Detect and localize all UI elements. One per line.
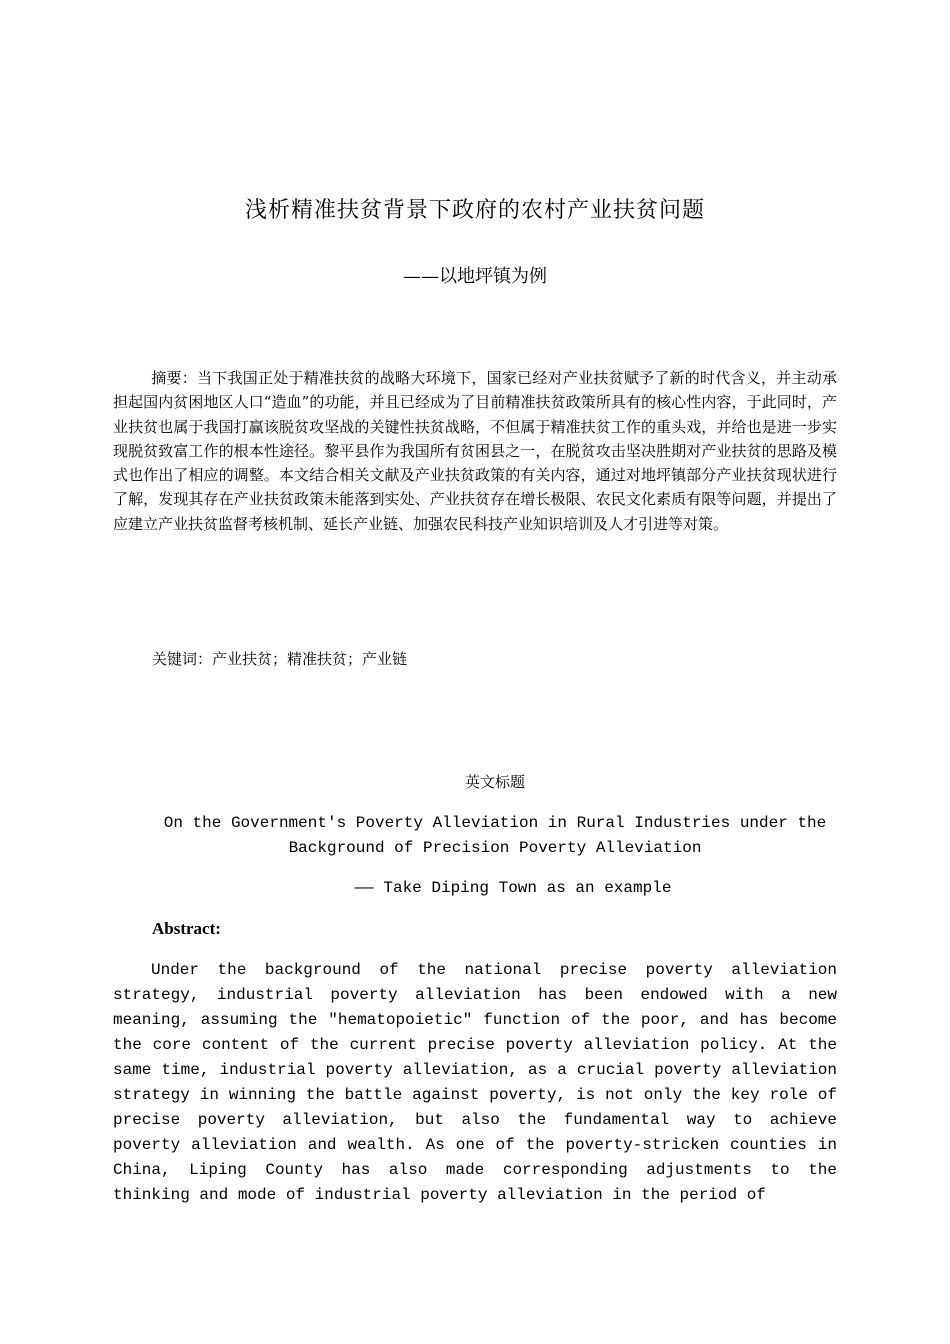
document-title-cn: 浅析精准扶贫背景下政府的农村产业扶贫问题 [244, 198, 705, 223]
abstract-en-paragraph: Under the background of the national precise poverty alleviation strategy, industrial poverty alleviation has been endowed with a new meaning, assuming the "hematopoietic" function of the poor, and has become the core content of the current precise poverty alleviation policy. At the same time, industrial poverty alleviation, as a crucial poverty alleviation strategy in winning the battle against poverty, is not only the key role of precise poverty alleviation, but also the fundamental way to achieve poverty alleviation and wealth. As one of the poverty-stricken counties in China, Liping County has also made corresponding adjustments to the thinking and mode of industrial poverty alleviation in the period of [113, 961, 837, 1204]
abstract-cn-paragraph [113, 366, 837, 536]
keywords-label: 关键词： [152, 650, 213, 668]
english-title-label: 英文标题 [464, 773, 525, 791]
document-subtitle-en: —— Take Diping Town as an example [354, 879, 672, 897]
abstract-cn-text: 摘要：当下我国正处于精准扶贫的战略大环境下，国家已经对产业扶贫赋予了新的时代含义，并主动承担起国内贫困地区人口“造血”的功能，并且已经成为了目前精准扶贫政策所具有的核心性内容，于此同时，产业扶贫也属于我国打赢该脱贫攻坚战的关键性扶贫战略，不但属于精准扶贫工作的重头戏，并给也是进一步实现脱贫致富工作的根本性途径。黎平县作为我国所有贫困县之一，在脱贫攻击坚决胜期对产业扶贫的思路及模式也作出了相应的调整。本文结合相关文献及产业扶贫政策的有关内容，通过对地坪镇部分产业扶贫现状进行了解，发现其存在产业扶贫政策未能落到实处、产业扶贫存在增长极限、农民文化素质有限等问题，并提出了应建立产业扶贫监督考核机制、延长产业链、加强农民科技产业知识培训及人才引进等对策。 [113, 369, 837, 533]
document-title-en: On the Government's Poverty Alleviation in Rural Industries under the Background of Precision Poverty Alleviation [163, 814, 827, 857]
abstract-en-heading: Abstract: [152, 919, 221, 938]
document-subtitle-cn: ——以地坪镇为例 [403, 266, 547, 287]
keywords-cn-line [152, 645, 832, 673]
keywords-cn-values: 产业扶贫；精准扶贫；产业链 [212, 650, 408, 668]
